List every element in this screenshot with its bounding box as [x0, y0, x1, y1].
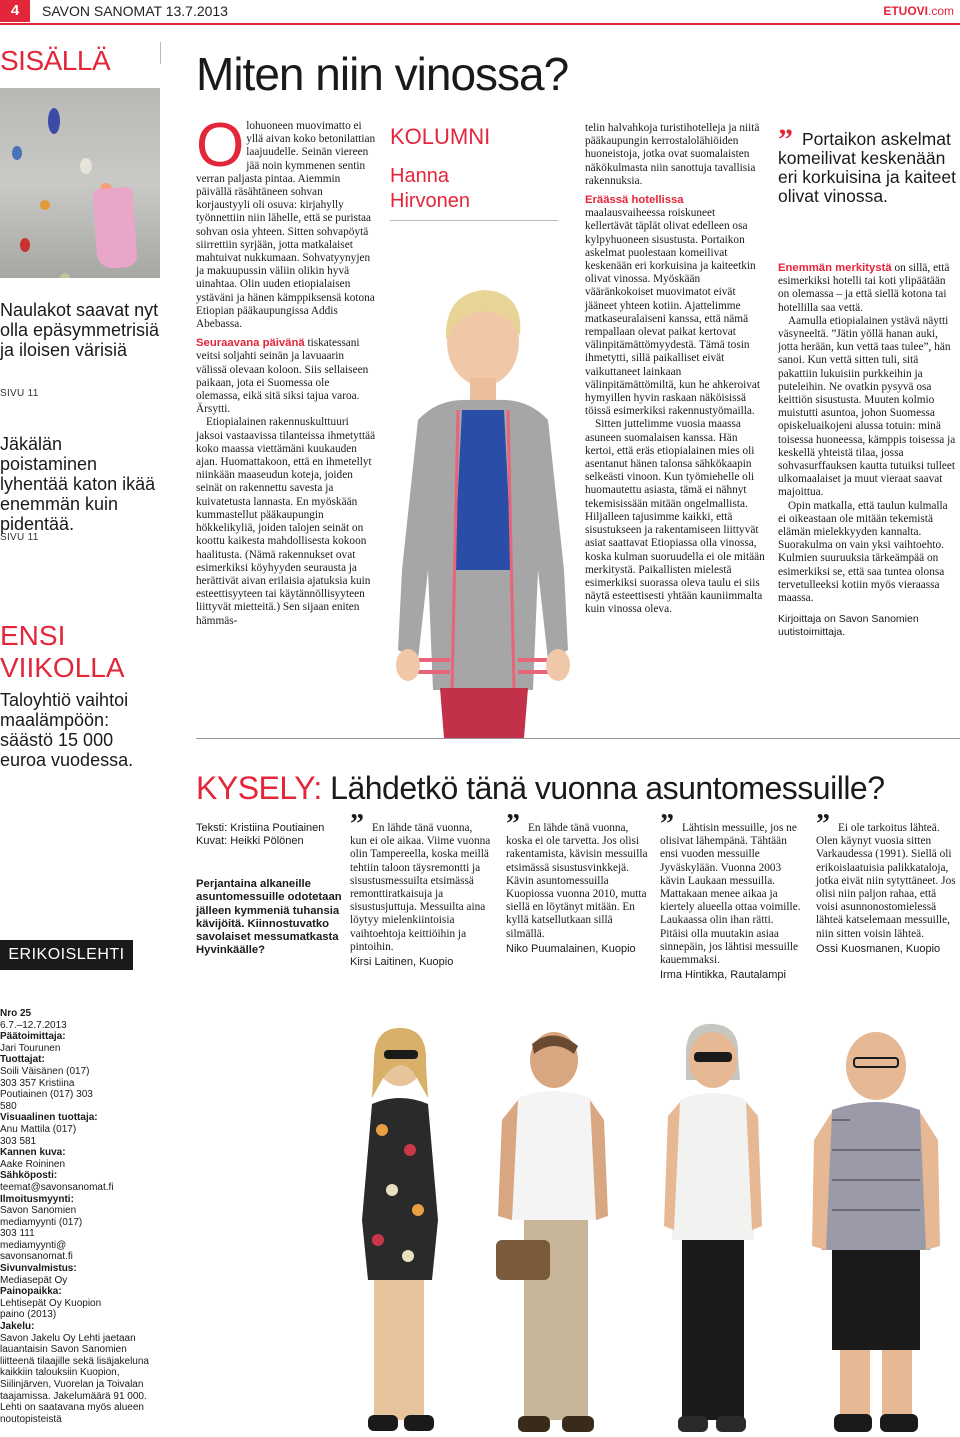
divider — [160, 42, 161, 64]
survey-answer: ” En lähde tänä vuonna, kun ei ole aikaa. Viime vuonna olin Tampereella, koska meillä tehtiin taloon täysremontti ja sisustusmessuilta etsimässä remonttiratkaisuja ja sisustusjuttuja. Messuilta aina löytyy mielenkiintoisia vaihtoehtoja keittiöihin ja pintoihin. Kirsi Laitinen, Kuopio — [350, 809, 491, 969]
quote-mark-icon: ” — [506, 809, 520, 840]
author-photo — [378, 270, 588, 738]
paragraph: Etiopialainen rakennuskulttuuri jaksoi vastaavissa tilanteissa ihmetyttää koko maassa viettämäni kuukauden ajan. Huomattakoon, että en ihmetellyt niinkään maaseudun koteja, joiden seinät on rakennettu savesta ja kuivatetusta lannasta. En myöskään kummastellut pääkaupungin hökkelikyliä, joiden talojen seinät on koottu kaikesta mahdollisesta kokoon haalitusta. (Nämä rakennukset ovat esimerkiksi köyhyyden seurausta ja herättivät aivan erilaisia ajatuksia kuin esteettisyyteen tai käytännöllisyyteen liittyvät mietteitä.) Sen sijaan eniten hämmäs- — [196, 416, 376, 627]
supplement-label: ERIKOISLEHTI — [0, 940, 133, 970]
quote-mark-icon: ” — [350, 809, 364, 840]
paragraph: Seuraavana päivänä tiskatessani veitsi soljahti seinän ja lavuaarin välissä olevaan koloon. Siis sellaiseen paikaan, jota ei Suomessa ole olemassa, eikä sitä siksi tajua varoa. Ärsytti. — [196, 337, 369, 416]
survey-intro: Perjantaina alkaneille asuntomessuille odotetaan jälleen kymmeniä tuhansia kävijöitä. Kiinnostuvatko savolaiset messumatkasta Hyvinkäälle? — [196, 878, 342, 957]
quote-mark-icon: ” — [660, 809, 674, 840]
site-link[interactable] — [883, 4, 954, 18]
divider — [196, 738, 960, 739]
hooks-photo — [0, 88, 160, 278]
article-column-1 — [196, 111, 376, 628]
survey-heading: KYSELY: Lähdetkö tänä vuonna asuntomessuille? — [196, 770, 885, 806]
kicker: KOLUMNI — [390, 124, 491, 149]
survey-answer: ” En lähde tänä vuonna, koska ei ole tarvetta. Jos olisi rakentamista, kävisin messuilla etsimässä sisustusvinkkejä. Kävin asuntomessuilla Kuopiossa vuonna 2010, mutta siellä en löytänyt mitään. En kyllä katsellutkaan sillä silmällä. Niko Puumalainen, Kuopio — [506, 809, 648, 955]
teaser-headline-1[interactable]: Naulakot saavat nyt olla epäsymmetrisiä ja iloisen värisiä — [0, 300, 160, 360]
paragraph: Aamulla etiopialainen ystävä näytti väsyneeltä. ”Jätin yöllä hanan auki, jotta herään, kun vettä taas tulee”, hän sanoi. Kun vettä sitten tuli, sitä pakattiin lukuisiin purkkeihin ja puteleihin. Ne ovatkin pysyvä osa keittiön sisustusta. Muuten kolmio muistutti asuntoa, johon Suomessa opiskeluaikojeni alussa totuin: minä toisessa huoneessa, kämppis toisessa ja keskellä yhteistä tilaa, jossa sohvasurffauksen kautta tutuiksi tulleet ulkomaalaiset ja muut vieraat saavat majoittua. — [778, 314, 956, 499]
respondent-photo — [658, 1020, 768, 1437]
next-week-teaser[interactable]: Taloyhtiö vaihtoi maalämpöön: säästö 15 000 euroa vuodessa. — [0, 690, 134, 770]
paragraph: Sitten juttelimme vuosia maassa asuneen suomalaisen kanssa. Hän kertoi, että eräs etiopialainen mies oli asentanut hänen talonsa sähkökaapin selkeästi vinoon. Kun työmiehelle oli huomautettu asiasta, tämä ei nähnyt tekemisissään mitään ongelmallista. Hiljalleen tajusimme kaikki, että sisustukseen ja rakentamiseen liittyvät asiat saattavat Etiopiassa olla vinossa, koska kulman suoruudella ei ole mitään merkitystä. Paikallisten mielestä esimerkiksi suorassa oleva taulu ei siis näytä esteettisesti yhtään kauniimmalta kuin vinossa oleva. — [585, 418, 765, 616]
site-suffix: .com — [927, 4, 954, 18]
respondent-photo — [348, 1020, 458, 1437]
respondent-photo — [488, 1020, 618, 1437]
quote-mark-icon: ” — [778, 123, 793, 156]
publication-line: SAVON SANOMAT 13.7.2013 — [42, 3, 228, 19]
paragraph: lohuoneen muovimatto ei yllä aivan koko betonilattian laajuudelle. Seinän viereen jää noin kymmenen sentin verran paljasta pintaa. Aiemmin päivällä räsähtäneen sohvan korjaustyyli oli osuva: kirjahylly työnnettiin niin lähelle, että se puristaa sohvan osia yhteen. Sitten sohvapöytä siirrettiin syrjään, jotta matkalaiset mahtuivat nukkumaan. Sohvatyynyjen ja makuupussin väliin olikin hyvä uinahtaa. Olin uuden etiopialaisen ystäväni ja hänen kämppiksensä kotona Etiopian pääkaupungissa Addis Abebassa. — [196, 120, 376, 331]
teaser-page-1: SIVU 11 — [0, 388, 39, 399]
site-name: ETUOVI — [883, 4, 928, 18]
next-week-title: ENSI VIIKOLLA — [0, 620, 125, 683]
dropcap: O — [196, 111, 245, 180]
impressum: Nro 25 6.7.–12.7.2013 Päätoimittaja: Jari Tourunen Tuottajat: Soili Väisänen (017) 303 357 Kristiina Poutiainen (017) 303 580 Visuaalinen tuottaja: Anu Mattila (017) 303 581 Kannen kuva: Aake Roininen Sähköposti: teemat@savonsanomat.fi Ilmoitusmyynti: Savon Sanomien mediamyynti (017) 303 111 mediamyynti@ savonsanomat.fi Sivunvalmistus: Mediasepät Oy Painopaikka: Lehtisepät Oy Kuopion paino (2013) Jakelu: Savon Jakelu Oy Lehti jaetaan lauantaisin Savon Sanomien liitteenä tilaajille sekä lisäjakeluna kaikkiin talouksiin Kuopion, Siilinjärven, Vuorelan ja Toivalan taajamissa. Jakelumäärä 91 000. Lehti on saatavana myös alueen noutopisteistä — [0, 1008, 149, 1425]
respondent-photo — [810, 1020, 940, 1437]
article-column-4 — [778, 262, 958, 639]
section-title: SISÄLLÄ — [0, 45, 111, 76]
survey-answer: ” Lähtisin messuille, jos ne olisivat lähempänä. Tähtään ensi vuoden messuille Jyväskylään. Vuonna 2003 kävin Laukaan messuilla. Mattakaan menee aikaa ja kiertely alueella ottaa voimille. Laukaassa olin ihan rätti. Pitäisi olla muutakin asiaa sinnepäin, jos lähtisi messuille kauemmaksi. Irma Hintikka, Rautalampi — [660, 809, 801, 982]
paragraph: Enemmän merkitystä on sillä, että esimerkiksi hotelli tai koti ylipäätään on olemassa – ja että siellä kotona tai hotellilla saa vettä. — [778, 262, 950, 314]
page-number: 4 — [0, 0, 30, 22]
article-column-3 — [585, 122, 765, 617]
paragraph: Opin matkalla, että taulun kulmalla ei oikeastaan ole mitään tekemistä elämän mielekkyyden kannalta. Suorakulma on vain yksi vaihtoehto. Kulmien suuruuksia tärkeämpää on esimerkiksi se, että saa tuntea olonsa tervetulleeksi kotiin myös vieraassa maassa. — [778, 499, 948, 605]
column-title: Miten niin vinossa? — [196, 48, 569, 100]
author-note: Kirjoittaja on Savon Sanomien uutistoimittaja. — [778, 613, 919, 639]
quote-mark-icon: ” — [816, 809, 830, 840]
survey-credits: Teksti: Kristiina Poutiainen Kuvat: Heikki Pölönen — [196, 822, 325, 847]
teaser-page-2: SIVU 11 — [0, 532, 39, 543]
pull-quote: ” Portaikon askelmat komeilivat keskenään eri korkuisina ja kaiteet olivat vinossa. — [778, 123, 956, 206]
divider — [390, 220, 558, 221]
header-rule — [0, 23, 960, 25]
survey-answer: ” Ei ole tarkoitus lähteä. Olen käynyt vuosia sitten Varkaudessa (1991). Siellä oli erikoislaatuisia palikkataloja, jotka eivät niin sytyttäneet. Jos olisi niin paljon rahaa, että voisi asunnonostomielessä lähteä katselemaan messuille, niin sitten voisin lähteä. Ossi Kuosmanen, Kuopio — [816, 809, 956, 955]
teaser-headline-2[interactable]: Jäkälän poistaminen lyhentää katon ikää enemmän kuin pidentää. — [0, 434, 156, 534]
paragraph: telin halvahkoja turistihotelleja ja niitä pääkaupungin kerrostalolähiöiden huoneistoja, jotka ovat suomalaisten näkökulmasta niin sanottuja tavallisia rakennuksia. — [585, 122, 760, 187]
author-name: Hanna Hirvonen — [390, 165, 471, 212]
paragraph: Eräässä hotellissa maalausvaiheessa roiskuneet kellertävät täplät olivat edelleen osa kylpyhuoneen sisustusta. Portaikon askelmat puolestaan komeilivat keskenään eri korkuisina ja kaiteetkin olivat vinossa. Myöskään vääränkokoiset muovimatot eivät jääneet yhteen kotiin. Ajattelimme matkaseuralaiseni kanssa, että nämä rempallaan olevat paikat kertovat välinpitämättömyydestä. Tämä tosin ihmetytti, sillä paikalliset eivät vaikuttaneet lainkaan välinpitämättömiltä, kun he ahkeroivat hymyillen hyvin raskaan näköisissä töissä esimerkiksi rakennustyömailla. — [585, 194, 761, 418]
